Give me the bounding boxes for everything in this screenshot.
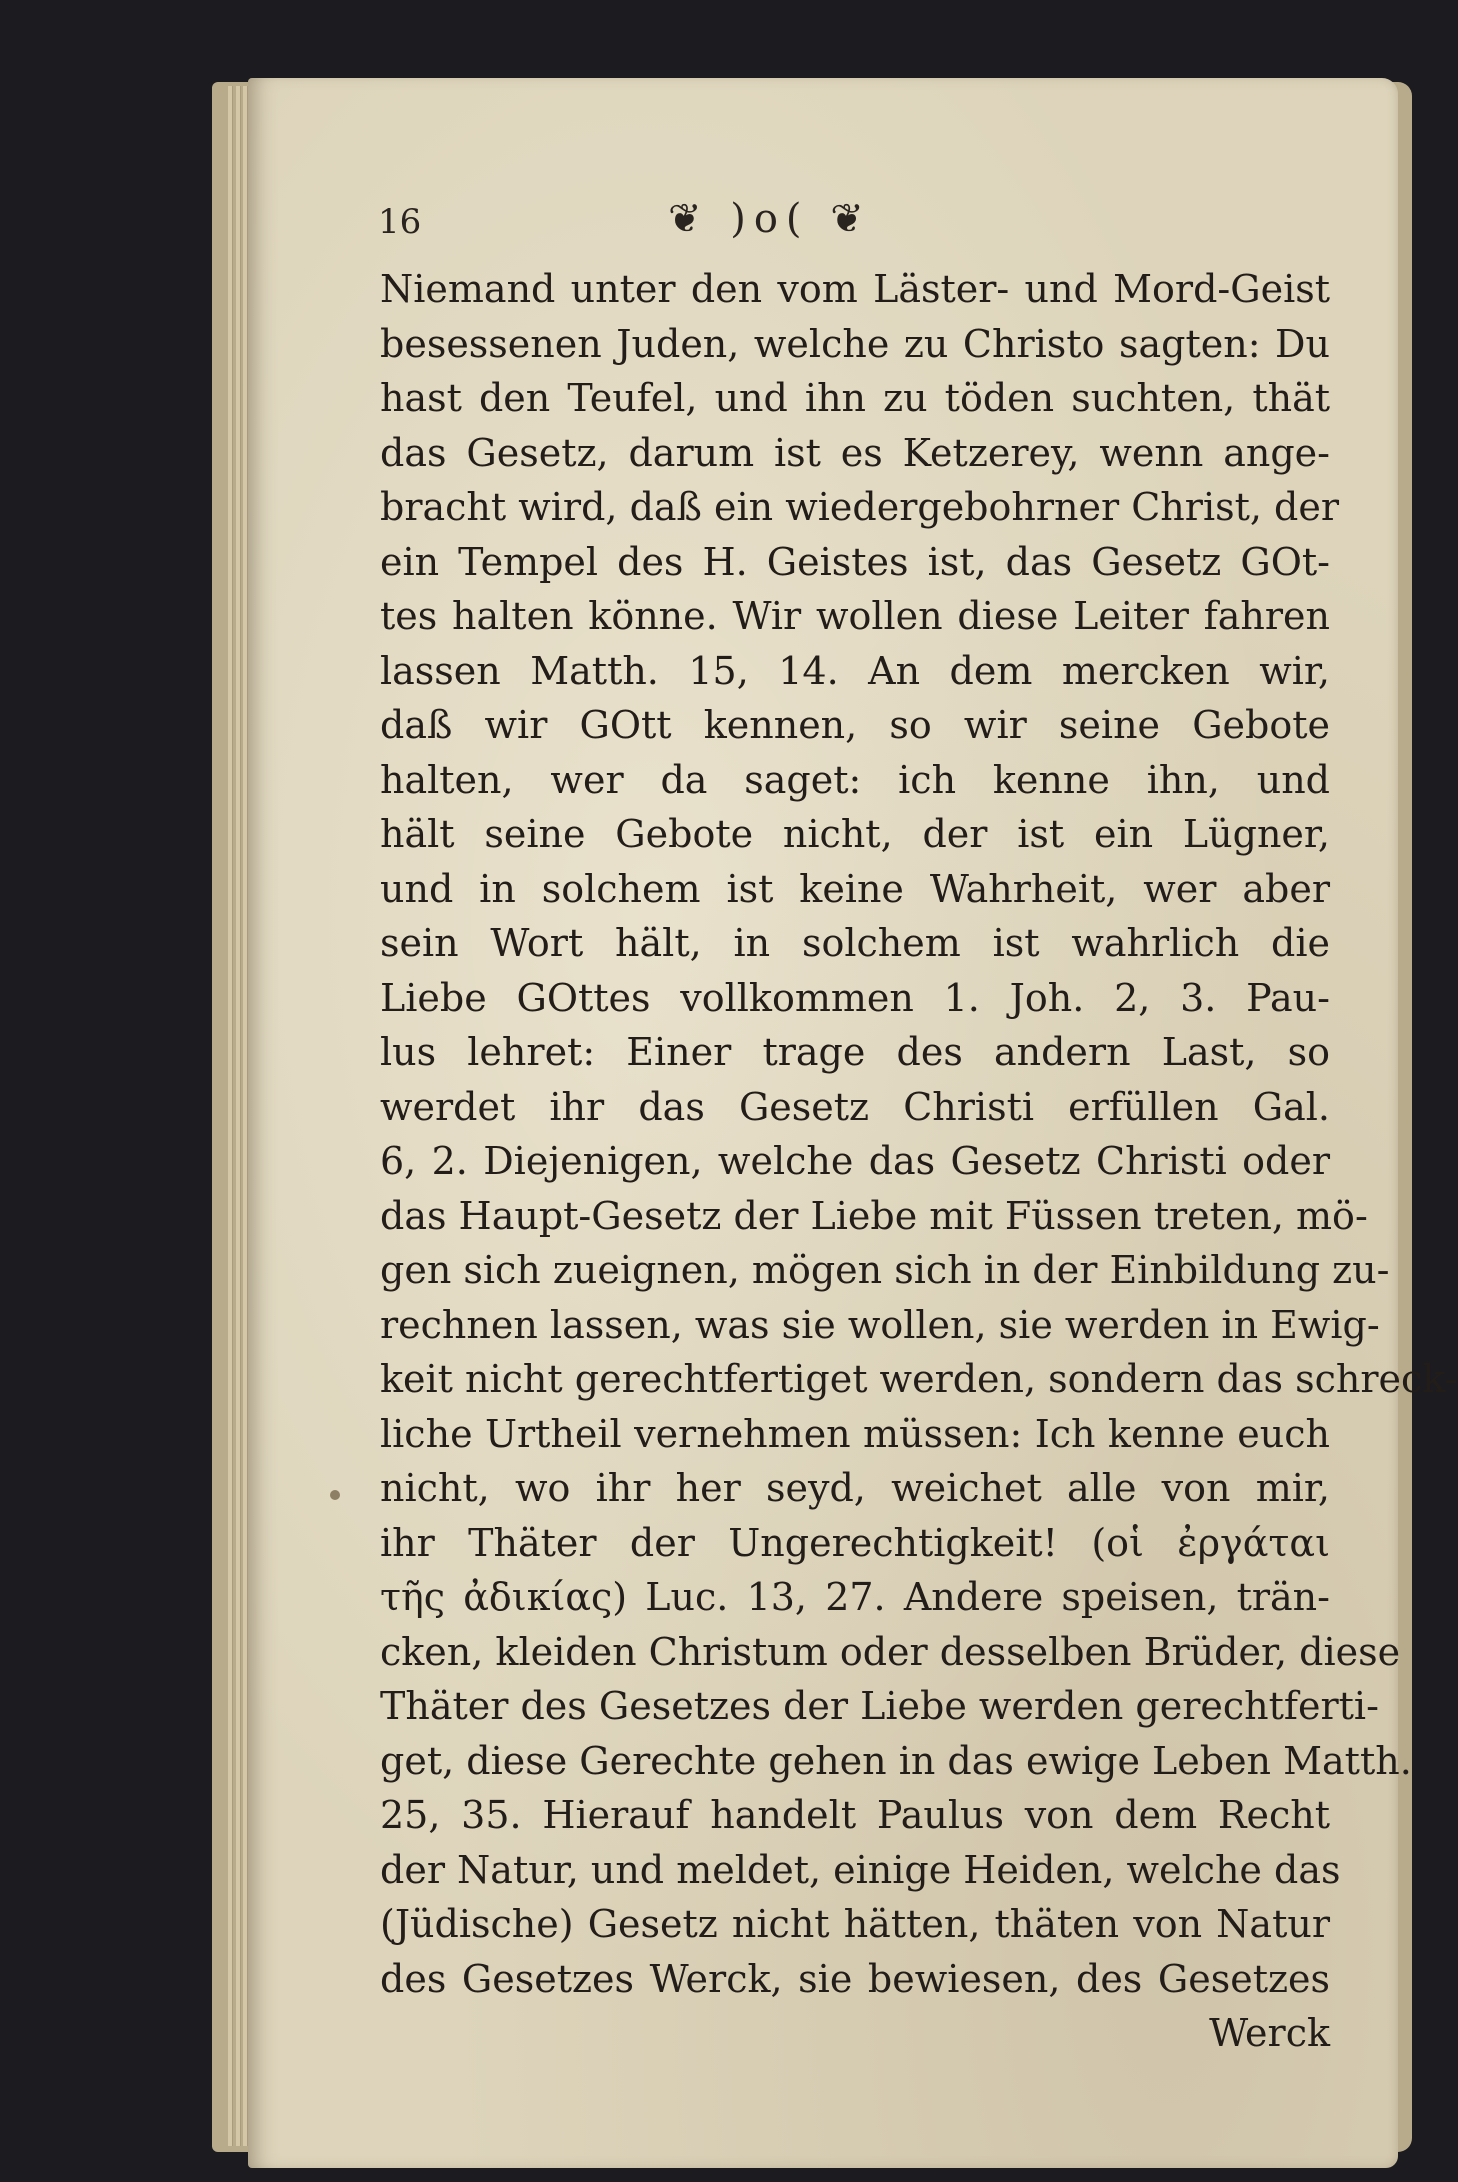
text-line: Niemand unter den vom Läster- und Mord-Geist bbox=[380, 267, 1330, 311]
text-line: ihr Thäter der Ungerechtigkeit! (οἱ ἐργάται bbox=[380, 1520, 1330, 1565]
text-line: hast den Teufel, und ihn zu töden suchten, thät bbox=[380, 376, 1330, 420]
page-edge bbox=[236, 86, 241, 2146]
margin-mark bbox=[330, 1490, 340, 1500]
page-header bbox=[378, 196, 1338, 266]
text-line: lassen Matth. 15, 14. An dem mercken wir, bbox=[380, 648, 1330, 693]
text-line: Liebe GOttes vollkommen 1. Joh. 2, 3. Pau- bbox=[380, 975, 1330, 1020]
text-line: (Jüdische) Gesetz nicht hätten, thäten von Natur bbox=[380, 1902, 1330, 1946]
text-line: ein Tempel des H. Geistes ist, das Gesetz GOt- bbox=[380, 539, 1330, 584]
header-ornament: ❦ )o( ❦ bbox=[668, 196, 872, 242]
body-text bbox=[380, 262, 1458, 2061]
text-line: besessenen Juden, welche zu Christo sagten: Du bbox=[380, 321, 1330, 366]
page-number: 16 bbox=[378, 202, 422, 242]
text-line: liche Urtheil vernehmen müssen: Ich kenne euch bbox=[380, 1411, 1330, 1456]
text-line: des Gesetzes Werck, sie bewiesen, des Gesetzes bbox=[380, 1956, 1330, 2001]
catchword: Werck bbox=[1209, 2011, 1330, 2055]
text-line: get, diese Gerechte gehen in das ewige Leben Matth. bbox=[380, 1738, 1412, 1783]
text-line: hält seine Gebote nicht, der ist ein Lügner, bbox=[380, 812, 1330, 856]
text-line: der Natur, und meldet, einige Heiden, welche das bbox=[380, 1847, 1341, 1892]
text-line: und in solchem ist keine Wahrheit, wer aber bbox=[380, 866, 1330, 911]
text-line: 25, 35. Hierauf handelt Paulus von dem Recht bbox=[380, 1793, 1330, 1837]
text-line: τῆς ἀδικίας) Luc. 13, 27. Andere speisen, trän- bbox=[380, 1575, 1330, 1619]
text-line: sein Wort hält, in solchem ist wahrlich die bbox=[380, 921, 1330, 965]
text-line: das Gesetz, darum ist es Ketzerey, wenn ange- bbox=[380, 430, 1330, 475]
text-line: 6, 2. Diejenigen, welche das Gesetz Christi oder bbox=[380, 1139, 1330, 1183]
text-line: Thäter des Gesetzes der Liebe werden gerechtferti- bbox=[380, 1684, 1379, 1728]
text-line: rechnen lassen, was sie wollen, sie werden in Ewig- bbox=[380, 1302, 1380, 1347]
text-line: daß wir GOtt kennen, so wir seine Gebote bbox=[380, 703, 1330, 747]
page-edge bbox=[228, 86, 233, 2146]
text-line: das Haupt-Gesetz der Liebe mit Füssen treten, mö- bbox=[380, 1193, 1368, 1238]
text-line: keit nicht gerechtfertiget werden, sondern das schreck- bbox=[380, 1357, 1458, 1401]
text-line: halten, wer da saget: ich kenne ihn, und bbox=[380, 757, 1330, 802]
text-line: werdet ihr das Gesetz Christi erfüllen Gal. bbox=[380, 1084, 1330, 1129]
text-line: nicht, wo ihr her seyd, weichet alle von mir, bbox=[380, 1466, 1330, 1510]
text-line: bracht wird, daß ein wiedergebohrner Christ, der bbox=[380, 485, 1339, 529]
text-line: tes halten könne. Wir wollen diese Leiter fahren bbox=[380, 594, 1330, 638]
text-line: gen sich zueignen, mögen sich in der Einbildung zu- bbox=[380, 1248, 1390, 1292]
text-line: cken, kleiden Christum oder desselben Brüder, diese bbox=[380, 1629, 1401, 1674]
text-line: lus lehret: Einer trage des andern Last, so bbox=[380, 1030, 1330, 1074]
